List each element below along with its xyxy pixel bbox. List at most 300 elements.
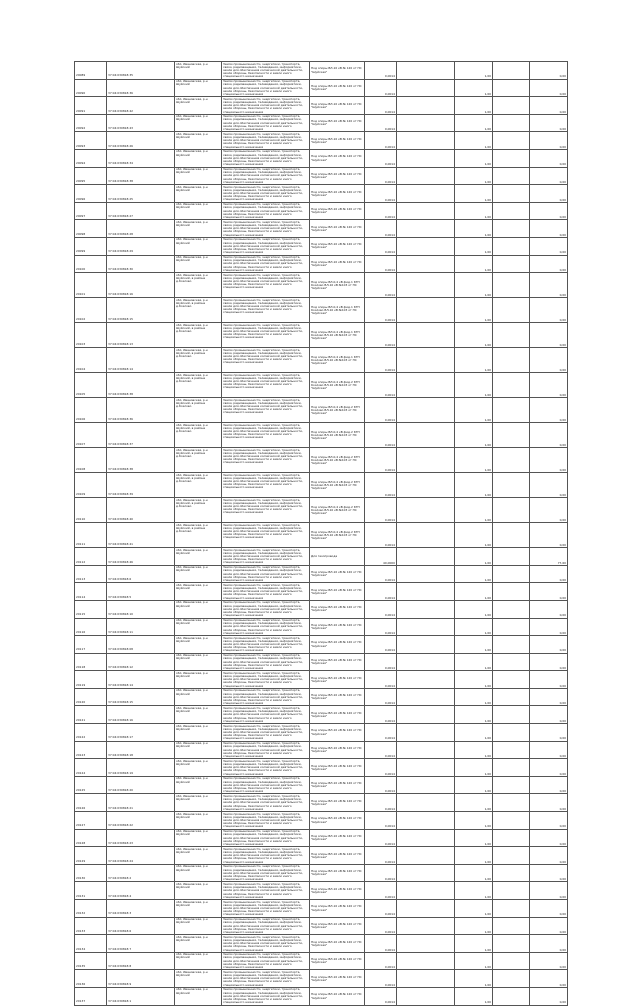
permitted-use: Под опоры ВЛ-10 кВ № 120 от ПС "Шуйская" [310, 167, 365, 185]
tax-rate: 1,00 [455, 548, 493, 566]
permitted-use: Под опоры ВЛ-10 кВ № 120 от ПС "Шуйская" [310, 847, 365, 865]
record-number: 20108 [75, 448, 107, 473]
permitted-use: Под опоры ВЛ-0,4 кВ фид.1 КТП Козлово ВЛ-10 кВ №103 от ПС "Шуйская" [310, 323, 365, 348]
table-row [75, 323, 568, 348]
cadastral-number: 37:04:030818:27 [107, 202, 175, 220]
parcel-address: обл. Ивановская, р-н Шуйский [175, 776, 222, 794]
permitted-use: Под опоры ВЛ-0,4 кВ фид.2 КТП Козлово ВЛ-10 кВ №103 от ПС "Шуйская" [310, 373, 365, 398]
record-number: 20092 [75, 114, 107, 132]
table-row [75, 167, 568, 185]
table-row [75, 917, 568, 935]
record-number: 20115 [75, 600, 107, 618]
parcel-address: обл. Ивановская, р-н Шуйский [175, 565, 222, 583]
empty-cell [397, 498, 455, 523]
record-number: 20095 [75, 167, 107, 185]
permitted-use: Под опоры ВЛ-10 кВ № 120 от ПС "Шуйская" [310, 864, 365, 882]
permitted-use: Под опоры ВЛ-10 кВ № 120 от ПС "Шуйская" [310, 882, 365, 900]
land-category: Земли промышленности, энергетики, транспорта, связи, радиовещания, телевидения, информатики, земли для обеспечения космической деятельности, земли обороны, безопасности и земли иного специального назначения [222, 864, 310, 882]
parcel-area: 0,0014 [365, 298, 397, 323]
parcel-address: обл. Ивановская, р-н Шуйский, в районе д.Козлово [175, 273, 222, 298]
tax-amount: 0,00 [530, 132, 568, 150]
record-number: 20137 [75, 987, 107, 1005]
empty-cell [493, 220, 530, 238]
tax-amount: 0,00 [530, 97, 568, 115]
parcel-area: 0,0014 [365, 882, 397, 900]
parcel-area: 0,0014 [365, 794, 397, 812]
tax-amount: 0,00 [530, 882, 568, 900]
parcel-area: 0,0014 [365, 776, 397, 794]
table-row [75, 523, 568, 548]
record-number: 20110 [75, 498, 107, 523]
tax-rate: 1,00 [455, 706, 493, 724]
permitted-use: Под опоры ВЛ-0,4 кВ фид.1 КТП Козлово ВЛ-10 кВ №103 от ПС "Шуйская" [310, 348, 365, 373]
parcel-area: 0,0014 [365, 847, 397, 865]
land-category: Земли промышленности, энергетики, транспорта, связи, радиовещания, телевидения, информатики, земли для обеспечения космической деятельности, земли обороны, безопасности и земли иного специального назначения [222, 423, 310, 448]
land-category: Земли промышленности, энергетики, транспорта, связи, радиовещания, телевидения, информатики, земли для обеспечения космической деятельности, земли обороны, безопасности и земли иного специального назначения [222, 935, 310, 953]
cadastral-number: 37:04:030818:41 [107, 523, 175, 548]
permitted-use: Для газопровода [310, 548, 365, 566]
tax-rate: 1,00 [455, 935, 493, 953]
land-category: Земли промышленности, энергетики, транспорта, связи, радиовещания, телевидения, информатики, земли для обеспечения космической деятельности, земли обороны, безопасности и земли иного специального назначения [222, 812, 310, 830]
parcel-address: обл. Ивановская, р-н Шуйский [175, 237, 222, 255]
empty-cell [397, 794, 455, 812]
empty-cell [397, 185, 455, 203]
table-row [75, 62, 568, 80]
cadastral-number: 37:04:030818:43 [107, 114, 175, 132]
cadastral-number: 37:04:030818:5 [107, 583, 175, 601]
record-number: 20130 [75, 864, 107, 882]
tax-amount: 0,00 [530, 185, 568, 203]
land-category: Земли промышленности, энергетики, транспорта, связи, радиовещания, телевидения, информатики, земли для обеспечения космической деятельности, земли обороны, безопасности и земли иного специального назначения [222, 448, 310, 473]
empty-cell [493, 498, 530, 523]
tax-rate: 1,00 [455, 185, 493, 203]
record-number: 20123 [75, 741, 107, 759]
land-category: Земли промышленности, энергетики, транспорта, связи, радиовещания, телевидения, информатики, земли для обеспечения космической деятельности, земли обороны, безопасности и земли иного специального назначения [222, 952, 310, 970]
parcel-area: 0,0014 [365, 600, 397, 618]
cadastral-number: 37:04:030818:36 [107, 79, 175, 97]
parcel-address: обл. Ивановская, р-н Шуйский [175, 653, 222, 671]
parcel-address: обл. Ивановская, р-н Шуйский [175, 917, 222, 935]
parcel-address: обл. Ивановская, р-н Шуйский, в районе д.Козлово [175, 423, 222, 448]
parcel-address: обл. Ивановская, р-н Шуйский [175, 864, 222, 882]
empty-cell [397, 917, 455, 935]
table-row [75, 149, 568, 167]
land-category: Земли промышленности, энергетики, транспорта, связи, радиовещания, телевидения, информатики, земли для обеспечения космической деятельности, земли обороны, безопасности и земли иного специального назначения [222, 636, 310, 654]
tax-rate: 1,00 [455, 373, 493, 398]
land-category: Земли промышленности, энергетики, транспорта, связи, радиовещания, телевидения, информатики, земли для обеспечения космической деятельности, земли обороны, безопасности и земли иного специального назначения [222, 653, 310, 671]
empty-cell [493, 636, 530, 654]
empty-cell [397, 97, 455, 115]
parcel-area: 0,0014 [365, 237, 397, 255]
cadastral-number: 37:04:030818:30 [107, 255, 175, 273]
parcel-address: обл. Ивановская, р-н Шуйский [175, 255, 222, 273]
empty-cell [397, 900, 455, 918]
cadastral-number: 37:04:030818:7 [107, 935, 175, 953]
parcel-address: обл. Ивановская, р-н Шуйский [175, 794, 222, 812]
cadastral-number: 37:04:030818:21 [107, 794, 175, 812]
empty-cell [397, 548, 455, 566]
cadastral-number: 37:04:030818:8 [107, 952, 175, 970]
tax-amount: 0,00 [530, 398, 568, 423]
permitted-use: Под опоры ВЛ-10 кВ № 120 от ПС "Шуйская" [310, 653, 365, 671]
record-number: 20099 [75, 237, 107, 255]
empty-cell [493, 618, 530, 636]
table-row [75, 794, 568, 812]
permitted-use: Под опоры ВЛ-10 кВ № 120 от ПС "Шуйская" [310, 97, 365, 115]
tax-amount: 0,00 [530, 62, 568, 80]
table-row [75, 776, 568, 794]
empty-cell [493, 812, 530, 830]
empty-cell [493, 237, 530, 255]
land-category: Земли промышленности, энергетики, транспорта, связи, радиовещания, телевидения, информатики, земли для обеспечения космической деятельности, земли обороны, безопасности и земли иного специального назначения [222, 706, 310, 724]
table-row [75, 298, 568, 323]
parcel-area: 0,0014 [365, 671, 397, 689]
permitted-use: Под опоры ВЛ-10 кВ № 120 от ПС "Шуйская" [310, 970, 365, 988]
permitted-use: Под опоры ВЛ-10 кВ № 120 от ПС "Шуйская" [310, 202, 365, 220]
record-number: 20112 [75, 548, 107, 566]
permitted-use: Под опоры ВЛ-10 кВ № 120 от ПС "Шуйская" [310, 220, 365, 238]
empty-cell [493, 600, 530, 618]
parcel-address: обл. Ивановская, р-н Шуйский, в районе д.Козлово [175, 373, 222, 398]
empty-cell [397, 671, 455, 689]
permitted-use: Под опоры ВЛ-10 кВ № 120 от ПС "Шуйская" [310, 565, 365, 583]
permitted-use: Под опоры ВЛ-10 кВ № 120 от ПС "Шуйская" [310, 62, 365, 80]
tax-amount: 0,00 [530, 373, 568, 398]
tax-amount: 0,00 [530, 776, 568, 794]
tax-amount: 0,00 [530, 794, 568, 812]
tax-amount: 0,00 [530, 323, 568, 348]
register-body [75, 62, 568, 1006]
permitted-use: Под опоры ВЛ-0,4 кВ фид.2 КТП Козлово ВЛ-10 кВ №103 от ПС "Шуйская" [310, 473, 365, 498]
empty-cell [493, 255, 530, 273]
record-number: 20134 [75, 935, 107, 953]
land-category: Земли промышленности, энергетики, транспорта, связи, радиовещания, телевидения, информатики, земли для обеспечения космической деятельности, земли обороны, безопасности и земли иного специального назначения [222, 600, 310, 618]
table-row [75, 348, 568, 373]
tax-rate: 1,00 [455, 741, 493, 759]
empty-cell [397, 776, 455, 794]
empty-cell [397, 724, 455, 742]
table-row [75, 548, 568, 566]
table-row [75, 935, 568, 953]
empty-cell [493, 398, 530, 423]
empty-cell [493, 62, 530, 80]
tax-amount: 0,00 [530, 498, 568, 523]
table-row [75, 114, 568, 132]
land-category: Земли промышленности, энергетики, транспорта, связи, радиовещания, телевидения, информатики, земли для обеспечения космической деятельности, земли обороны, безопасности и земли иного специального назначения [222, 688, 310, 706]
permitted-use: Под опоры ВЛ-10 кВ № 120 от ПС "Шуйская" [310, 185, 365, 203]
land-category: Земли промышленности, энергетики, транспорта, связи, радиовещания, телевидения, информатики, земли для обеспечения космической деятельности, земли обороны, безопасности и земли иного специального назначения [222, 149, 310, 167]
table-row [75, 132, 568, 150]
cadastral-number: 37:04:030818:38 [107, 373, 175, 398]
table-row [75, 882, 568, 900]
cadastral-number: 37:04:030818:17 [107, 724, 175, 742]
cadastral-number: 37:04:030818:24 [107, 847, 175, 865]
permitted-use: Под опоры ВЛ-0,4 кВ фид.1 КТП Козлово ВЛ-10 кВ №103 от ПС "Шуйская" [310, 298, 365, 323]
record-number: 20100 [75, 255, 107, 273]
parcel-area: 40,0000 [365, 548, 397, 566]
empty-cell [397, 688, 455, 706]
land-category: Земли промышленности, энергетики, транспорта, связи, радиовещания, телевидения, информатики, земли для обеспечения космической деятельности, земли обороны, безопасности и земли иного специального назначения [222, 917, 310, 935]
empty-cell [493, 794, 530, 812]
table-row [75, 202, 568, 220]
parcel-address: обл. Ивановская, р-н Шуйский [175, 618, 222, 636]
permitted-use: Под опоры ВЛ-10 кВ № 120 от ПС "Шуйская" [310, 829, 365, 847]
tax-amount: 0,00 [530, 636, 568, 654]
table-row [75, 864, 568, 882]
tax-rate: 1,00 [455, 298, 493, 323]
parcel-area: 0,0014 [365, 900, 397, 918]
tax-rate: 1,00 [455, 952, 493, 970]
tax-rate: 1,00 [455, 653, 493, 671]
land-category: Земли промышленности, энергетики, транспорта, связи, радиовещания, телевидения, информатики, земли для обеспечения космической деятельности, земли обороны, безопасности и земли иного специального назначения [222, 237, 310, 255]
land-category: Земли промышленности, энергетики, транспорта, связи, радиовещания, телевидения, информатики, земли для обеспечения космической деятельности, земли обороны, безопасности и земли иного специального назначения [222, 987, 310, 1005]
table-row [75, 671, 568, 689]
permitted-use: Под опоры ВЛ-10 кВ № 120 от ПС "Шуйская" [310, 917, 365, 935]
empty-cell [397, 618, 455, 636]
permitted-use: Под опоры ВЛ-10 кВ № 120 от ПС "Шуйская" [310, 794, 365, 812]
empty-cell [493, 79, 530, 97]
parcel-address: обл. Ивановская, р-н Шуйский, в районе д.Козлово [175, 523, 222, 548]
table-row [75, 583, 568, 601]
permitted-use: Под опоры ВЛ-0,4 кВ фид.2 КТП Козлово ВЛ-10 кВ №103 от ПС "Шуйская" [310, 523, 365, 548]
parcel-address: обл. Ивановская, р-н Шуйский [175, 167, 222, 185]
parcel-address: обл. Ивановская, р-н Шуйский [175, 759, 222, 777]
tax-rate: 1,00 [455, 759, 493, 777]
tax-amount: 0,00 [530, 114, 568, 132]
tax-rate: 1,00 [455, 398, 493, 423]
tax-amount: 0,00 [530, 255, 568, 273]
empty-cell [397, 706, 455, 724]
parcel-address: обл. Ивановская, р-н Шуйский [175, 149, 222, 167]
table-row [75, 473, 568, 498]
tax-rate: 1,00 [455, 970, 493, 988]
tax-rate: 1,00 [455, 671, 493, 689]
empty-cell [493, 917, 530, 935]
empty-cell [397, 423, 455, 448]
cadastral-number: 37:04:030818:14 [107, 348, 175, 373]
tax-rate: 1,00 [455, 149, 493, 167]
parcel-area: 0,0014 [365, 167, 397, 185]
parcel-address: обл. Ивановская, р-н Шуйский, в районе д.Козлово [175, 398, 222, 423]
record-number: 20129 [75, 847, 107, 865]
tax-rate: 1,00 [455, 448, 493, 473]
permitted-use: Под опоры ВЛ-10 кВ № 120 от ПС "Шуйская" [310, 671, 365, 689]
empty-cell [493, 900, 530, 918]
permitted-use: Под опоры ВЛ-10 кВ № 120 от ПС "Шуйская" [310, 618, 365, 636]
cadastral-number: 37:04:030818:20 [107, 776, 175, 794]
parcel-address: обл. Ивановская, р-н Шуйский [175, 97, 222, 115]
parcel-address: обл. Ивановская, р-н Шуйский [175, 847, 222, 865]
empty-cell [397, 255, 455, 273]
parcel-address: обл. Ивановская, р-н Шуйский [175, 935, 222, 953]
parcel-address: обл. Ивановская, р-н Шуйский [175, 132, 222, 150]
table-row [75, 812, 568, 830]
land-category: Земли промышленности, энергетики, транспорта, связи, радиовещания, телевидения, информатики, земли для обеспечения космической деятельности, земли обороны, безопасности и земли иного специального назначения [222, 273, 310, 298]
cadastral-number: 37:04:030818:38 [107, 448, 175, 473]
cadastral-number: 37:04:030818:3 [107, 900, 175, 918]
parcel-address: обл. Ивановская, р-н Шуйский [175, 882, 222, 900]
tax-amount: 0,00 [530, 812, 568, 830]
tax-rate: 1,00 [455, 348, 493, 373]
cadastral-number: 37:04:030818:35 [107, 62, 175, 80]
empty-cell [397, 237, 455, 255]
tax-rate: 1,00 [455, 565, 493, 583]
permitted-use: Под опоры ВЛ-10 кВ № 120 от ПС "Шуйская" [310, 900, 365, 918]
permitted-use: Под опоры ВЛ-10 кВ № 120 от ПС "Шуйская" [310, 79, 365, 97]
tax-amount: 0,00 [530, 220, 568, 238]
land-category: Земли промышленности, энергетики, транспорта, связи, радиовещания, телевидения, информатики, земли для обеспечения космической деятельности, земли обороны, безопасности и земли иного специального назначения [222, 759, 310, 777]
parcel-area: 0,0014 [365, 448, 397, 473]
cadastral-number: 37:04:030818:23 [107, 829, 175, 847]
permitted-use: Под опоры ВЛ-10 кВ № 120 от ПС "Шуйская" [310, 935, 365, 953]
record-number: 20136 [75, 970, 107, 988]
tax-amount: 0,00 [530, 935, 568, 953]
tax-rate: 1,00 [455, 847, 493, 865]
permitted-use: Под опоры ВЛ-10 кВ № 120 от ПС "Шуйская" [310, 149, 365, 167]
empty-cell [397, 864, 455, 882]
empty-cell [397, 970, 455, 988]
parcel-area: 0,0014 [365, 864, 397, 882]
permitted-use: Под опоры ВЛ-0,4 кВ фид.2 КТП Козлово ВЛ-10 кВ №103 от ПС "Шуйская" [310, 448, 365, 473]
parcel-address: обл. Ивановская, р-н Шуйский [175, 636, 222, 654]
land-category: Земли промышленности, энергетики, транспорта, связи, радиовещания, телевидения, информатики, земли для обеспечения космической деятельности, земли обороны, безопасности и земли иного специального назначения [222, 473, 310, 498]
parcel-area: 0,0014 [365, 523, 397, 548]
empty-cell [493, 423, 530, 448]
land-category: Земли промышленности, энергетики, транспорта, связи, радиовещания, телевидения, информатики, земли для обеспечения космической деятельности, земли обороны, безопасности и земли иного специального назначения [222, 829, 310, 847]
tax-rate: 1,00 [455, 323, 493, 348]
cadastral-number: 37:04:030818:34 [107, 149, 175, 167]
cadastral-number: 37:04:030818:16 [107, 706, 175, 724]
permitted-use: Под опоры ВЛ-10 кВ № 120 от ПС "Шуйская" [310, 987, 365, 1005]
record-number: 20119 [75, 671, 107, 689]
land-category: Земли промышленности, энергетики, транспорта, связи, радиовещания, телевидения, информатики, земли для обеспечения космической деятельности, земли обороны, безопасности и земли иного специального назначения [222, 373, 310, 398]
tax-amount: 0,00 [530, 298, 568, 323]
permitted-use: Под опоры ВЛ-10 кВ № 120 от ПС "Шуйская" [310, 706, 365, 724]
land-category: Земли промышленности, энергетики, транспорта, связи, радиовещания, телевидения, информатики, земли для обеспечения космической деятельности, земли обороны, безопасности и земли иного специального назначения [222, 398, 310, 423]
table-row [75, 220, 568, 238]
tax-amount: 0,00 [530, 952, 568, 970]
empty-cell [493, 298, 530, 323]
empty-cell [493, 548, 530, 566]
land-category: Земли промышленности, энергетики, транспорта, связи, радиовещания, телевидения, информатики, земли для обеспечения космической деятельности, земли обороны, безопасности и земли иного специального назначения [222, 548, 310, 566]
table-row [75, 97, 568, 115]
parcel-area: 0,0014 [365, 473, 397, 498]
table-row [75, 79, 568, 97]
parcel-area: 0,0014 [365, 255, 397, 273]
parcel-area: 0,0014 [365, 202, 397, 220]
parcel-area: 0,0014 [365, 498, 397, 523]
parcel-area: 0,0014 [365, 706, 397, 724]
parcel-area: 0,0014 [365, 149, 397, 167]
tax-amount: 0,00 [530, 987, 568, 1005]
empty-cell [493, 97, 530, 115]
cadastral-number: 37:04:030818:46 [107, 548, 175, 566]
land-category: Земли промышленности, энергетики, транспорта, связи, радиовещания, телевидения, информатики, земли для обеспечения космической деятельности, земли обороны, безопасности и земли иного специального назначения [222, 185, 310, 203]
record-number: 20089 [75, 62, 107, 80]
record-number: 20133 [75, 917, 107, 935]
empty-cell [397, 202, 455, 220]
parcel-area: 0,0014 [365, 970, 397, 988]
permitted-use: Под опоры ВЛ-0,4 кВ фид.2 КТП Козлово ВЛ-10 кВ №103 от ПС "Шуйская" [310, 398, 365, 423]
parcel-area: 0,0014 [365, 952, 397, 970]
permitted-use: Под опоры ВЛ-10 кВ № 120 от ПС "Шуйская" [310, 776, 365, 794]
permitted-use: Под опоры ВЛ-10 кВ № 120 от ПС "Шуйская" [310, 952, 365, 970]
parcel-address: обл. Ивановская, р-н Шуйский [175, 970, 222, 988]
parcel-area: 0,0014 [365, 398, 397, 423]
table-row [75, 423, 568, 448]
table-row [75, 759, 568, 777]
tax-amount: 0,00 [530, 900, 568, 918]
tax-rate: 1,00 [455, 688, 493, 706]
table-row [75, 448, 568, 473]
tax-rate: 1,00 [455, 794, 493, 812]
record-number: 20124 [75, 759, 107, 777]
cadastral-number: 37:04:030818:38 [107, 167, 175, 185]
tax-amount: 0,00 [530, 448, 568, 473]
cadastral-number: 37:04:030818:2 [107, 864, 175, 882]
empty-cell [493, 776, 530, 794]
parcel-area: 0,0014 [365, 935, 397, 953]
tax-rate: 1,00 [455, 864, 493, 882]
permitted-use: Под опоры ВЛ-10 кВ № 120 от ПС "Шуйская" [310, 688, 365, 706]
record-number: 20117 [75, 636, 107, 654]
permitted-use: Под опоры ВЛ-10 кВ № 120 от ПС "Шуйская" [310, 724, 365, 742]
tax-amount: 0,00 [530, 583, 568, 601]
permitted-use: Под опоры ВЛ-0,4 кВ фид.2 КТП Козлово ВЛ-10 кВ №103 от ПС "Шуйская" [310, 423, 365, 448]
tax-rate: 1,00 [455, 273, 493, 298]
tax-amount: 0,00 [530, 600, 568, 618]
permitted-use: Под опоры ВЛ-10 кВ № 120 от ПС "Шуйская" [310, 759, 365, 777]
tax-amount: 0,00 [530, 864, 568, 882]
record-number: 20122 [75, 724, 107, 742]
tax-rate: 1,00 [455, 882, 493, 900]
empty-cell [397, 114, 455, 132]
record-number: 20096 [75, 185, 107, 203]
tax-amount: 0,00 [530, 759, 568, 777]
empty-cell [397, 149, 455, 167]
empty-cell [493, 882, 530, 900]
land-parcel-register-table [74, 61, 568, 1006]
tax-rate: 1,00 [455, 255, 493, 273]
empty-cell [493, 348, 530, 373]
tax-amount: 0,00 [530, 724, 568, 742]
record-number: 20091 [75, 97, 107, 115]
empty-cell [397, 935, 455, 953]
permitted-use: Под опоры ВЛ-10 кВ № 120 от ПС "Шуйская" [310, 114, 365, 132]
cadastral-number: 37:04:030818:10 [107, 600, 175, 618]
parcel-address: обл. Ивановская, р-н Шуйский, в районе д.Козлово [175, 498, 222, 523]
tax-rate: 1,00 [455, 423, 493, 448]
cadastral-number: 37:04:030818:16 [107, 273, 175, 298]
tax-rate: 1,00 [455, 917, 493, 935]
cadastral-number: 37:04:030818:15 [107, 688, 175, 706]
record-number: 20111 [75, 523, 107, 548]
parcel-area: 0,0014 [365, 62, 397, 80]
parcel-address: обл. Ивановская, р-н Шуйский [175, 987, 222, 1005]
record-number: 20121 [75, 706, 107, 724]
empty-cell [397, 273, 455, 298]
tax-rate: 1,00 [455, 724, 493, 742]
land-category: Земли промышленности, энергетики, транспорта, связи, радиовещания, телевидения, информатики, земли для обеспечения космической деятельности, земли обороны, безопасности и земли иного специального назначения [222, 255, 310, 273]
parcel-address: обл. Ивановская, р-н Шуйский [175, 220, 222, 238]
parcel-area: 0,0014 [365, 583, 397, 601]
land-category: Земли промышленности, энергетики, транспорта, связи, радиовещания, телевидения, информатики, земли для обеспечения космической деятельности, земли обороны, безопасности и земли иного специального назначения [222, 618, 310, 636]
table-row [75, 688, 568, 706]
empty-cell [493, 653, 530, 671]
permitted-use: Под опоры ВЛ-10 кВ № 120 от ПС "Шуйская" [310, 237, 365, 255]
parcel-area: 0,0014 [365, 114, 397, 132]
empty-cell [397, 653, 455, 671]
